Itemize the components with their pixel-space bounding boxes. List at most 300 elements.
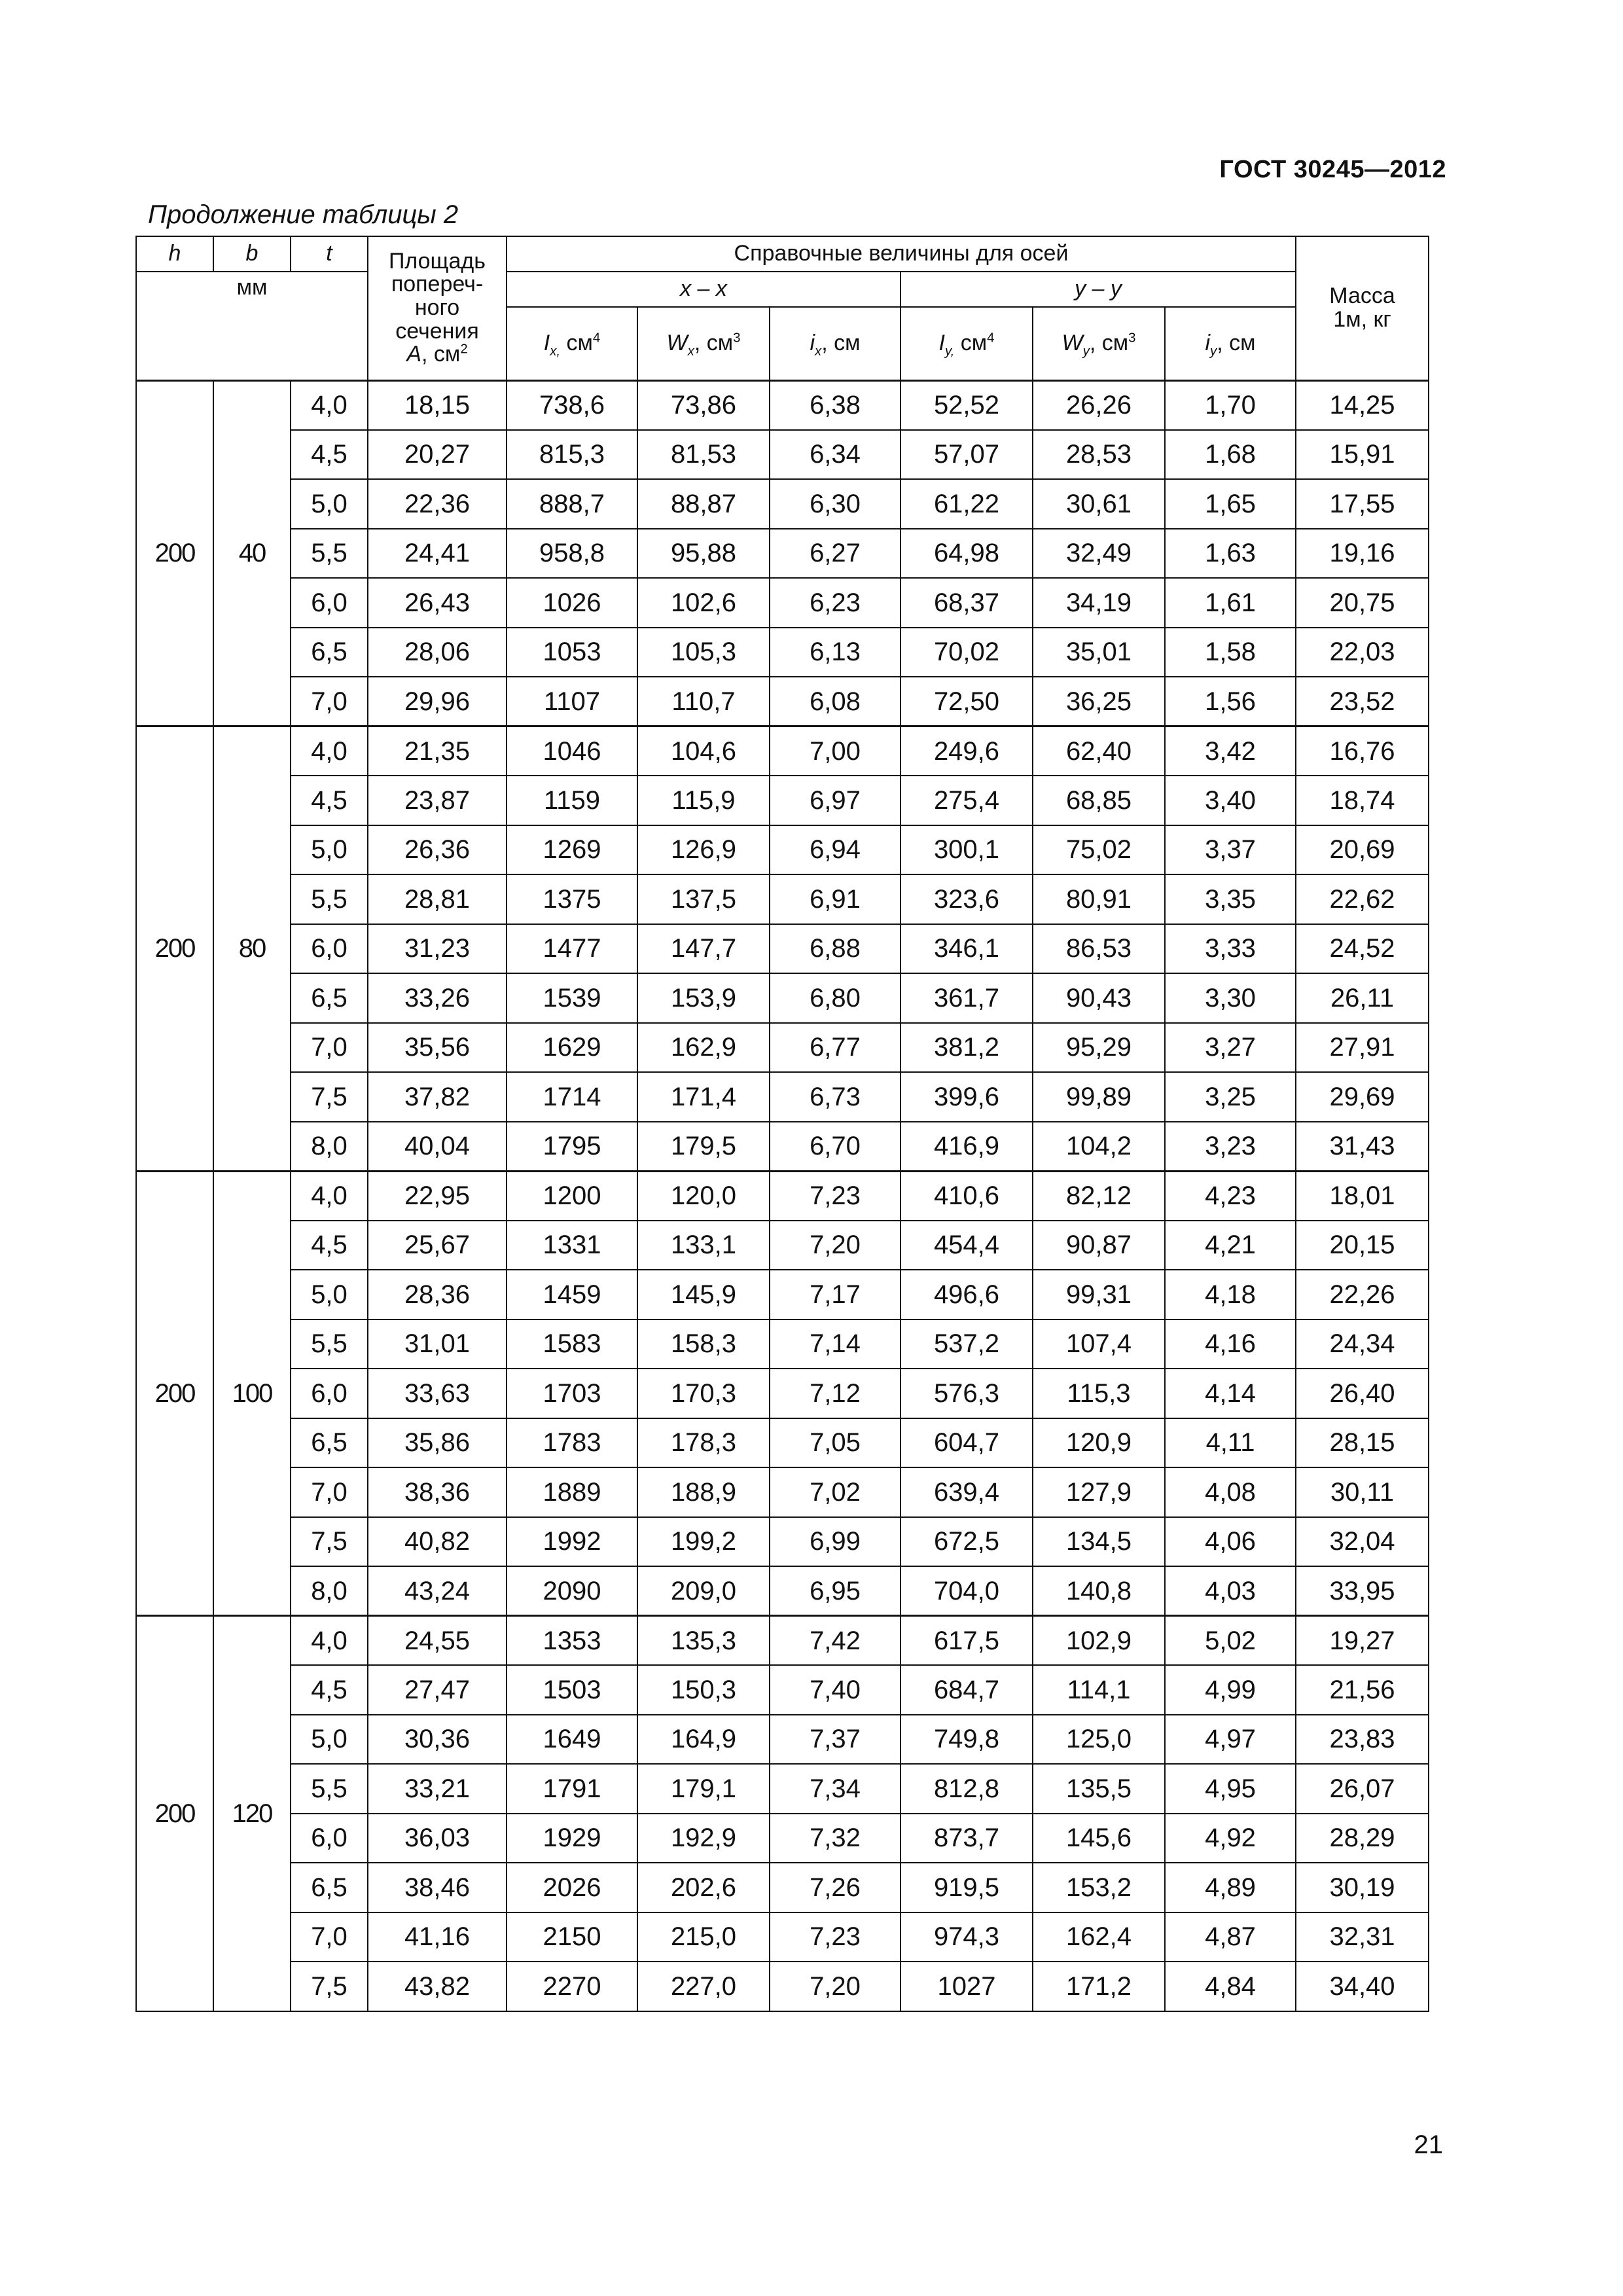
table-row xyxy=(136,1467,1429,1517)
cell-Wy: 171,2 xyxy=(1033,1962,1165,2011)
cell-Iy: 323,6 xyxy=(901,874,1033,924)
cell-ix: 6,80 xyxy=(770,973,901,1023)
cell-Wy: 32,49 xyxy=(1033,529,1165,579)
cell-ix: 6,95 xyxy=(770,1566,901,1616)
cell-ix: 6,13 xyxy=(770,628,901,677)
cell-area: 33,21 xyxy=(368,1764,507,1814)
cell-Ix: 1200 xyxy=(507,1171,637,1221)
cell-Wy: 104,2 xyxy=(1033,1122,1165,1172)
cell-Iy: 416,9 xyxy=(901,1122,1033,1172)
cell-iy: 3,33 xyxy=(1165,924,1296,974)
group-b-cell: 40 xyxy=(213,380,291,726)
cell-mass: 28,15 xyxy=(1296,1418,1429,1468)
cell-Iy: 361,7 xyxy=(901,973,1033,1023)
cell-area: 35,56 xyxy=(368,1023,507,1073)
cell-Wx: 88,87 xyxy=(637,479,770,529)
table-row xyxy=(136,1863,1429,1912)
area-label-1: Площадь xyxy=(388,248,486,274)
cell-Wx: 137,5 xyxy=(637,874,770,924)
cell-mass: 20,69 xyxy=(1296,825,1429,875)
col-t-header: t xyxy=(291,236,368,272)
table-row xyxy=(136,1517,1429,1567)
cell-Wy: 90,87 xyxy=(1033,1221,1165,1270)
table-row xyxy=(136,479,1429,529)
cell-t: 6,0 xyxy=(291,578,368,628)
cell-Iy: 381,2 xyxy=(901,1023,1033,1073)
cell-Iy: 72,50 xyxy=(901,677,1033,726)
cell-ix: 7,42 xyxy=(770,1616,901,1666)
cell-Iy: 873,7 xyxy=(901,1814,1033,1863)
table-row xyxy=(136,1369,1429,1418)
cell-iy: 4,95 xyxy=(1165,1764,1296,1814)
cell-Wy: 125,0 xyxy=(1033,1715,1165,1765)
cell-t: 5,5 xyxy=(291,1764,368,1814)
cell-t: 6,5 xyxy=(291,628,368,677)
table-row xyxy=(136,825,1429,875)
cell-ix: 7,05 xyxy=(770,1418,901,1468)
cell-iy: 1,56 xyxy=(1165,677,1296,726)
cell-ix: 7,12 xyxy=(770,1369,901,1418)
cell-area: 38,46 xyxy=(368,1863,507,1912)
cell-mass: 32,31 xyxy=(1296,1912,1429,1962)
table-body xyxy=(136,380,1429,2011)
cell-Ix: 958,8 xyxy=(507,529,637,579)
cell-Ix: 1107 xyxy=(507,677,637,726)
cell-Wx: 209,0 xyxy=(637,1566,770,1616)
cell-mass: 32,04 xyxy=(1296,1517,1429,1567)
Iy-power: 4 xyxy=(987,331,995,346)
group-h-cell: 200 xyxy=(136,726,213,1172)
cell-ix: 6,08 xyxy=(770,677,901,726)
cell-Ix: 888,7 xyxy=(507,479,637,529)
cell-Iy: 52,52 xyxy=(901,380,1033,430)
cell-t: 4,0 xyxy=(291,1616,368,1666)
cell-mass: 15,91 xyxy=(1296,430,1429,480)
cell-iy: 4,87 xyxy=(1165,1912,1296,1962)
cell-Ix: 2270 xyxy=(507,1962,637,2011)
cell-ix: 6,88 xyxy=(770,924,901,974)
cell-Wy: 68,85 xyxy=(1033,776,1165,825)
cell-Ix: 1539 xyxy=(507,973,637,1023)
table-row xyxy=(136,1764,1429,1814)
cell-mass: 31,43 xyxy=(1296,1122,1429,1172)
cell-mass: 24,34 xyxy=(1296,1319,1429,1369)
cell-Iy: 68,37 xyxy=(901,578,1033,628)
cell-t: 5,5 xyxy=(291,529,368,579)
cell-ix: 6,97 xyxy=(770,776,901,825)
cell-mass: 30,19 xyxy=(1296,1863,1429,1912)
col-Wy-header xyxy=(1033,307,1165,380)
cell-ix: 7,40 xyxy=(770,1665,901,1715)
cell-Ix: 1353 xyxy=(507,1616,637,1666)
cell-Wx: 192,9 xyxy=(637,1814,770,1863)
cell-t: 7,5 xyxy=(291,1962,368,2011)
cell-mass: 23,83 xyxy=(1296,1715,1429,1765)
col-b-header: b xyxy=(213,236,291,272)
cell-ix: 6,91 xyxy=(770,874,901,924)
cell-mass: 18,74 xyxy=(1296,776,1429,825)
cell-Ix: 1026 xyxy=(507,578,637,628)
cell-t: 5,5 xyxy=(291,874,368,924)
cell-Wy: 120,9 xyxy=(1033,1418,1165,1468)
group-b-cell: 80 xyxy=(213,726,291,1172)
table-row xyxy=(136,1665,1429,1715)
cell-Wy: 95,29 xyxy=(1033,1023,1165,1073)
cell-t: 4,0 xyxy=(291,726,368,776)
cell-Wy: 26,26 xyxy=(1033,380,1165,430)
cell-iy: 3,35 xyxy=(1165,874,1296,924)
cell-iy: 4,18 xyxy=(1165,1270,1296,1319)
cell-Wx: 145,9 xyxy=(637,1270,770,1319)
units-header: мм xyxy=(136,272,368,380)
ix-subscript: x xyxy=(815,344,822,359)
cell-Ix: 1053 xyxy=(507,628,637,677)
cell-Wx: 102,6 xyxy=(637,578,770,628)
Wx-symbol: W xyxy=(666,330,688,355)
cell-Wy: 107,4 xyxy=(1033,1319,1165,1369)
cell-area: 40,82 xyxy=(368,1517,507,1567)
cell-t: 5,0 xyxy=(291,825,368,875)
cell-ix: 7,37 xyxy=(770,1715,901,1765)
cell-area: 24,55 xyxy=(368,1616,507,1666)
cell-area: 33,26 xyxy=(368,973,507,1023)
cell-ix: 7,23 xyxy=(770,1171,901,1221)
cell-Wx: 81,53 xyxy=(637,430,770,480)
axis-y-header: y – y xyxy=(901,272,1296,307)
cell-area: 20,27 xyxy=(368,430,507,480)
cell-Iy: 617,5 xyxy=(901,1616,1033,1666)
col-area-header xyxy=(368,236,507,380)
cell-Wy: 162,4 xyxy=(1033,1912,1165,1962)
cell-mass: 27,91 xyxy=(1296,1023,1429,1073)
cell-Wx: 158,3 xyxy=(637,1319,770,1369)
table-row xyxy=(136,1616,1429,1666)
cell-t: 4,5 xyxy=(291,430,368,480)
cell-Wx: 164,9 xyxy=(637,1715,770,1765)
cell-t: 4,5 xyxy=(291,776,368,825)
cell-iy: 4,06 xyxy=(1165,1517,1296,1567)
cell-area: 28,81 xyxy=(368,874,507,924)
cell-Wy: 102,9 xyxy=(1033,1616,1165,1666)
cell-iy: 3,23 xyxy=(1165,1122,1296,1172)
table-row xyxy=(136,1814,1429,1863)
cell-Wx: 110,7 xyxy=(637,677,770,726)
cell-area: 41,16 xyxy=(368,1912,507,1962)
cell-iy: 4,11 xyxy=(1165,1418,1296,1468)
cell-Iy: 1027 xyxy=(901,1962,1033,2011)
cell-area: 28,06 xyxy=(368,628,507,677)
table-row xyxy=(136,1122,1429,1172)
profile-table xyxy=(135,236,1429,2012)
cell-Wy: 36,25 xyxy=(1033,677,1165,726)
cell-t: 5,5 xyxy=(291,1319,368,1369)
cell-mass: 22,03 xyxy=(1296,628,1429,677)
cell-area: 25,67 xyxy=(368,1221,507,1270)
axis-x-header: x – x xyxy=(507,272,901,307)
cell-Wy: 86,53 xyxy=(1033,924,1165,974)
cell-Iy: 399,6 xyxy=(901,1072,1033,1122)
cell-t: 7,0 xyxy=(291,1912,368,1962)
cell-Wy: 114,1 xyxy=(1033,1665,1165,1715)
cell-Ix: 2090 xyxy=(507,1566,637,1616)
cell-Ix: 1703 xyxy=(507,1369,637,1418)
cell-area: 18,15 xyxy=(368,380,507,430)
col-iy-header xyxy=(1165,307,1296,380)
cell-ix: 7,32 xyxy=(770,1814,901,1863)
Iy-unit: см xyxy=(954,330,988,355)
area-label-3: ного xyxy=(414,295,460,320)
cell-iy: 4,14 xyxy=(1165,1369,1296,1418)
iy-unit: , см xyxy=(1217,330,1256,355)
cell-Iy: 919,5 xyxy=(901,1863,1033,1912)
cell-mass: 22,62 xyxy=(1296,874,1429,924)
table-row xyxy=(136,1962,1429,2011)
cell-t: 8,0 xyxy=(291,1122,368,1172)
table-row xyxy=(136,1221,1429,1270)
table-row xyxy=(136,1023,1429,1073)
cell-t: 6,0 xyxy=(291,1369,368,1418)
cell-Ix: 1629 xyxy=(507,1023,637,1073)
cell-iy: 4,89 xyxy=(1165,1863,1296,1912)
cell-iy: 3,27 xyxy=(1165,1023,1296,1073)
col-Ix-header xyxy=(507,307,637,380)
table-row xyxy=(136,924,1429,974)
table-row xyxy=(136,578,1429,628)
group-b-cell: 100 xyxy=(213,1171,291,1616)
table-row xyxy=(136,628,1429,677)
cell-iy: 1,63 xyxy=(1165,529,1296,579)
cell-area: 23,87 xyxy=(368,776,507,825)
cell-Wx: 162,9 xyxy=(637,1023,770,1073)
cell-area: 21,35 xyxy=(368,726,507,776)
cell-t: 8,0 xyxy=(291,1566,368,1616)
cell-Ix: 1269 xyxy=(507,825,637,875)
cell-mass: 16,76 xyxy=(1296,726,1429,776)
cell-Iy: 537,2 xyxy=(901,1319,1033,1369)
col-ix-header xyxy=(770,307,901,380)
cell-iy: 4,23 xyxy=(1165,1171,1296,1221)
cell-t: 6,0 xyxy=(291,1814,368,1863)
cell-iy: 4,03 xyxy=(1165,1566,1296,1616)
cell-ix: 7,20 xyxy=(770,1962,901,2011)
cell-ix: 6,23 xyxy=(770,578,901,628)
cell-t: 6,5 xyxy=(291,1863,368,1912)
cell-area: 31,01 xyxy=(368,1319,507,1369)
cell-Wx: 115,9 xyxy=(637,776,770,825)
cell-iy: 1,70 xyxy=(1165,380,1296,430)
cell-iy: 1,58 xyxy=(1165,628,1296,677)
cell-area: 38,36 xyxy=(368,1467,507,1517)
cell-Ix: 1783 xyxy=(507,1418,637,1468)
cell-t: 7,0 xyxy=(291,1023,368,1073)
cell-Wx: 147,7 xyxy=(637,924,770,974)
cell-mass: 19,16 xyxy=(1296,529,1429,579)
Wy-unit: , см xyxy=(1089,330,1129,355)
cell-t: 7,5 xyxy=(291,1517,368,1567)
cell-t: 6,0 xyxy=(291,924,368,974)
cell-Iy: 61,22 xyxy=(901,479,1033,529)
table-row xyxy=(136,726,1429,776)
Iy-subscript: y, xyxy=(944,344,955,359)
cell-Wy: 75,02 xyxy=(1033,825,1165,875)
cell-mass: 19,27 xyxy=(1296,1616,1429,1666)
cell-Iy: 604,7 xyxy=(901,1418,1033,1468)
cell-area: 40,04 xyxy=(368,1122,507,1172)
cell-Ix: 2150 xyxy=(507,1912,637,1962)
cell-Wy: 134,5 xyxy=(1033,1517,1165,1567)
cell-area: 30,36 xyxy=(368,1715,507,1765)
cell-Iy: 249,6 xyxy=(901,726,1033,776)
cell-Wx: 199,2 xyxy=(637,1517,770,1567)
Iy-symbol: I xyxy=(938,330,945,355)
ix-unit: , см xyxy=(821,330,861,355)
cell-iy: 4,97 xyxy=(1165,1715,1296,1765)
cell-Ix: 1929 xyxy=(507,1814,637,1863)
Ix-unit: см xyxy=(560,330,593,355)
cell-ix: 6,27 xyxy=(770,529,901,579)
cell-Wy: 34,19 xyxy=(1033,578,1165,628)
table-row xyxy=(136,776,1429,825)
cell-Wx: 104,6 xyxy=(637,726,770,776)
cell-mass: 14,25 xyxy=(1296,380,1429,430)
cell-Wx: 153,9 xyxy=(637,973,770,1023)
cell-ix: 7,02 xyxy=(770,1467,901,1517)
cell-Wx: 150,3 xyxy=(637,1665,770,1715)
cell-Wx: 202,6 xyxy=(637,1863,770,1912)
cell-mass: 29,69 xyxy=(1296,1072,1429,1122)
cell-Wx: 215,0 xyxy=(637,1912,770,1962)
cell-Wy: 30,61 xyxy=(1033,479,1165,529)
cell-t: 6,5 xyxy=(291,973,368,1023)
cell-t: 7,0 xyxy=(291,677,368,726)
area-power: 2 xyxy=(460,342,468,357)
cell-area: 22,36 xyxy=(368,479,507,529)
cell-ix: 7,26 xyxy=(770,1863,901,1912)
cell-t: 7,5 xyxy=(291,1072,368,1122)
cell-Wx: 171,4 xyxy=(637,1072,770,1122)
table-row xyxy=(136,1072,1429,1122)
cell-ix: 7,23 xyxy=(770,1912,901,1962)
cell-area: 35,86 xyxy=(368,1418,507,1468)
cell-Wx: 179,5 xyxy=(637,1122,770,1172)
cell-ix: 6,99 xyxy=(770,1517,901,1567)
cell-area: 33,63 xyxy=(368,1369,507,1418)
group-h-cell: 200 xyxy=(136,1171,213,1616)
cell-ix: 6,30 xyxy=(770,479,901,529)
cell-area: 43,82 xyxy=(368,1962,507,2011)
cell-ix: 7,20 xyxy=(770,1221,901,1270)
standard-number: ГОСТ 30245—2012 xyxy=(1219,156,1446,183)
cell-Ix: 2026 xyxy=(507,1863,637,1912)
table-row xyxy=(136,1566,1429,1616)
Ix-symbol: I xyxy=(543,330,550,355)
iy-symbol: i xyxy=(1205,330,1211,355)
cell-Ix: 1714 xyxy=(507,1072,637,1122)
cell-t: 6,5 xyxy=(291,1418,368,1468)
cell-ix: 6,70 xyxy=(770,1122,901,1172)
cell-Ix: 1503 xyxy=(507,1665,637,1715)
table-row xyxy=(136,529,1429,579)
cell-mass: 17,55 xyxy=(1296,479,1429,529)
table-row xyxy=(136,677,1429,726)
iy-subscript: y xyxy=(1210,344,1217,359)
cell-area: 36,03 xyxy=(368,1814,507,1863)
cell-Ix: 1992 xyxy=(507,1517,637,1567)
Ix-power: 4 xyxy=(592,331,601,346)
cell-Iy: 672,5 xyxy=(901,1517,1033,1567)
cell-Iy: 496,6 xyxy=(901,1270,1033,1319)
cell-Iy: 639,4 xyxy=(901,1467,1033,1517)
cell-iy: 4,92 xyxy=(1165,1814,1296,1863)
ix-symbol: i xyxy=(810,330,815,355)
table-caption: Продолжение таблицы 2 xyxy=(148,200,459,229)
cell-ix: 7,17 xyxy=(770,1270,901,1319)
cell-mass: 28,29 xyxy=(1296,1814,1429,1863)
reference-values-header: Справочные величины для осей xyxy=(507,236,1296,272)
cell-Ix: 1649 xyxy=(507,1715,637,1765)
table-row xyxy=(136,1270,1429,1319)
table-row xyxy=(136,1912,1429,1962)
cell-Wx: 95,88 xyxy=(637,529,770,579)
cell-Iy: 974,3 xyxy=(901,1912,1033,1962)
cell-Wy: 153,2 xyxy=(1033,1863,1165,1912)
cell-Wy: 80,91 xyxy=(1033,874,1165,924)
cell-Iy: 300,1 xyxy=(901,825,1033,875)
Wx-subscript: x xyxy=(687,344,694,359)
cell-Ix: 1791 xyxy=(507,1764,637,1814)
cell-t: 4,0 xyxy=(291,380,368,430)
area-unit: , см xyxy=(421,342,461,367)
cell-Wy: 145,6 xyxy=(1033,1814,1165,1863)
cell-Wx: 179,1 xyxy=(637,1764,770,1814)
cell-Wx: 178,3 xyxy=(637,1418,770,1468)
group-b-cell: 120 xyxy=(213,1616,291,2011)
cell-mass: 26,11 xyxy=(1296,973,1429,1023)
cell-t: 5,0 xyxy=(291,1270,368,1319)
cell-Iy: 346,1 xyxy=(901,924,1033,974)
cell-Iy: 57,07 xyxy=(901,430,1033,480)
cell-Ix: 1459 xyxy=(507,1270,637,1319)
cell-mass: 30,11 xyxy=(1296,1467,1429,1517)
cell-mass: 34,40 xyxy=(1296,1962,1429,2011)
Ix-subscript: x, xyxy=(550,344,561,359)
area-label-4: сечения xyxy=(395,318,479,344)
cell-iy: 4,08 xyxy=(1165,1467,1296,1517)
cell-iy: 3,30 xyxy=(1165,973,1296,1023)
Wy-symbol: W xyxy=(1061,330,1083,355)
cell-Wy: 140,8 xyxy=(1033,1566,1165,1616)
table-row xyxy=(136,1171,1429,1221)
cell-t: 5,0 xyxy=(291,479,368,529)
cell-ix: 7,34 xyxy=(770,1764,901,1814)
cell-area: 26,43 xyxy=(368,578,507,628)
cell-area: 26,36 xyxy=(368,825,507,875)
cell-ix: 6,38 xyxy=(770,380,901,430)
cell-t: 4,5 xyxy=(291,1665,368,1715)
cell-Wy: 62,40 xyxy=(1033,726,1165,776)
cell-t: 5,0 xyxy=(291,1715,368,1765)
cell-iy: 4,99 xyxy=(1165,1665,1296,1715)
cell-Ix: 815,3 xyxy=(507,430,637,480)
cell-mass: 20,75 xyxy=(1296,578,1429,628)
cell-Wx: 188,9 xyxy=(637,1467,770,1517)
table-row xyxy=(136,1319,1429,1369)
table-row xyxy=(136,380,1429,430)
cell-area: 28,36 xyxy=(368,1270,507,1319)
cell-area: 37,82 xyxy=(368,1072,507,1122)
cell-iy: 1,61 xyxy=(1165,578,1296,628)
area-symbol: A xyxy=(406,342,422,367)
